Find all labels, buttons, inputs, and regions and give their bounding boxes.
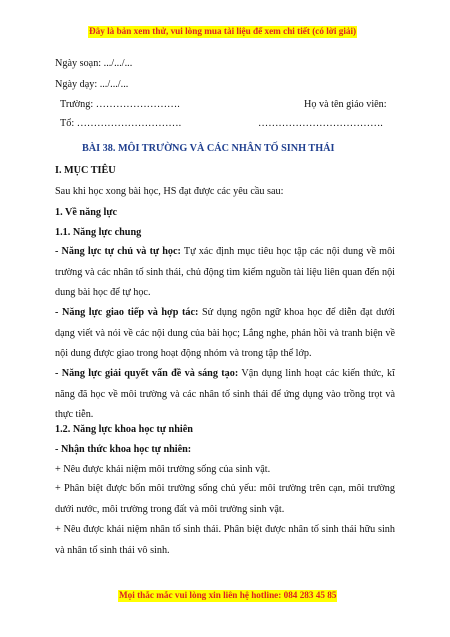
bullet-four-environments: + Phân biệt được bốn môi trường sống chủ yếu: môi trường trên cạn, môi trường dưới nước, môi trường trong đất và môi trường sinh vật. [55,483,395,515]
intro-text: Sau khi học xong bài học, HS đạt được các yêu cầu sau: [55,186,284,197]
paragraph-problem-solving [55,364,395,426]
footer-banner: Mọi thắc mắc vui lòng xin liên hệ hotline: 084 283 45 85 [119,590,337,600]
subsection-science-competence: 1.2. Năng lực khoa học tự nhiên [55,424,193,435]
teacher-name-label: Họ và tên giáo viên: [304,99,387,110]
paragraph-communication [55,303,395,365]
lesson-title: BÀI 38. MÔI TRƯỜNG VÀ CÁC NHÂN TỐ SINH THÁI [82,143,335,154]
paragraph-communication-text: Sử dụng ngôn ngữ khoa học để diễn đạt dưới dạng viết và nói về các nội dung của bài học; Lắng nghe, phản hồi và tranh biện về nội dung được giao trong hoạt động nhóm và trong tập thể lớp. [55,307,395,359]
teacher-name-dots: ………………………………. [258,118,383,129]
paragraph-self-study-label: - Năng lực tự chủ và tự học: [55,246,181,257]
paragraph-problem-solving-label: - Năng lực giải quyết vấn đề và sáng tạo: [55,368,239,379]
paragraph-self-study-text: Tự xác định mục tiêu học tập các nội dung về môi trường và các nhân tố sinh thái, chủ động tìm kiếm nguồn tài liệu liên quan đến nội dung bài học để tự học. [55,246,396,298]
subsection-general-competence: 1.1. Năng lực chung [55,227,142,238]
bullet-environment-concept: + Nêu được khái niệm môi trường sống của sinh vật. [55,464,271,475]
date-taught: Ngày dạy: .../.../... [55,79,129,90]
school-field: Trường: ……………………. [60,99,180,110]
paragraph-problem-solving-text: Vận dụng linh hoạt các kiến thức, kĩ năng đã học về môi trường và các nhân tố sinh thái để ứng dụng vào trồng trọt và thực tiễn. [55,368,395,420]
group-field: Tổ: …………………………. [60,118,182,129]
date-prepared: Ngày soạn: .../.../... [55,58,133,69]
bullet-ecological-factors: + Nêu được khái niệm nhân tố sinh thái. Phân biệt được nhân tố sinh thái hữu sinh và nhân tố sinh thái vô sinh. [55,524,395,556]
paragraph-communication-label: - Năng lực giao tiếp và hợp tác: [55,307,199,318]
header-banner: Đây là bản xem thử, vui lòng mua tài liệu để xem chi tiết (có lời giải) [89,26,357,36]
paragraph-self-study [55,242,395,304]
section-objectives: I. MỤC TIÊU [55,165,116,176]
science-awareness-heading: - Nhận thức khoa học tự nhiên: [55,444,192,455]
subsection-competence: 1. Về năng lực [55,207,117,218]
